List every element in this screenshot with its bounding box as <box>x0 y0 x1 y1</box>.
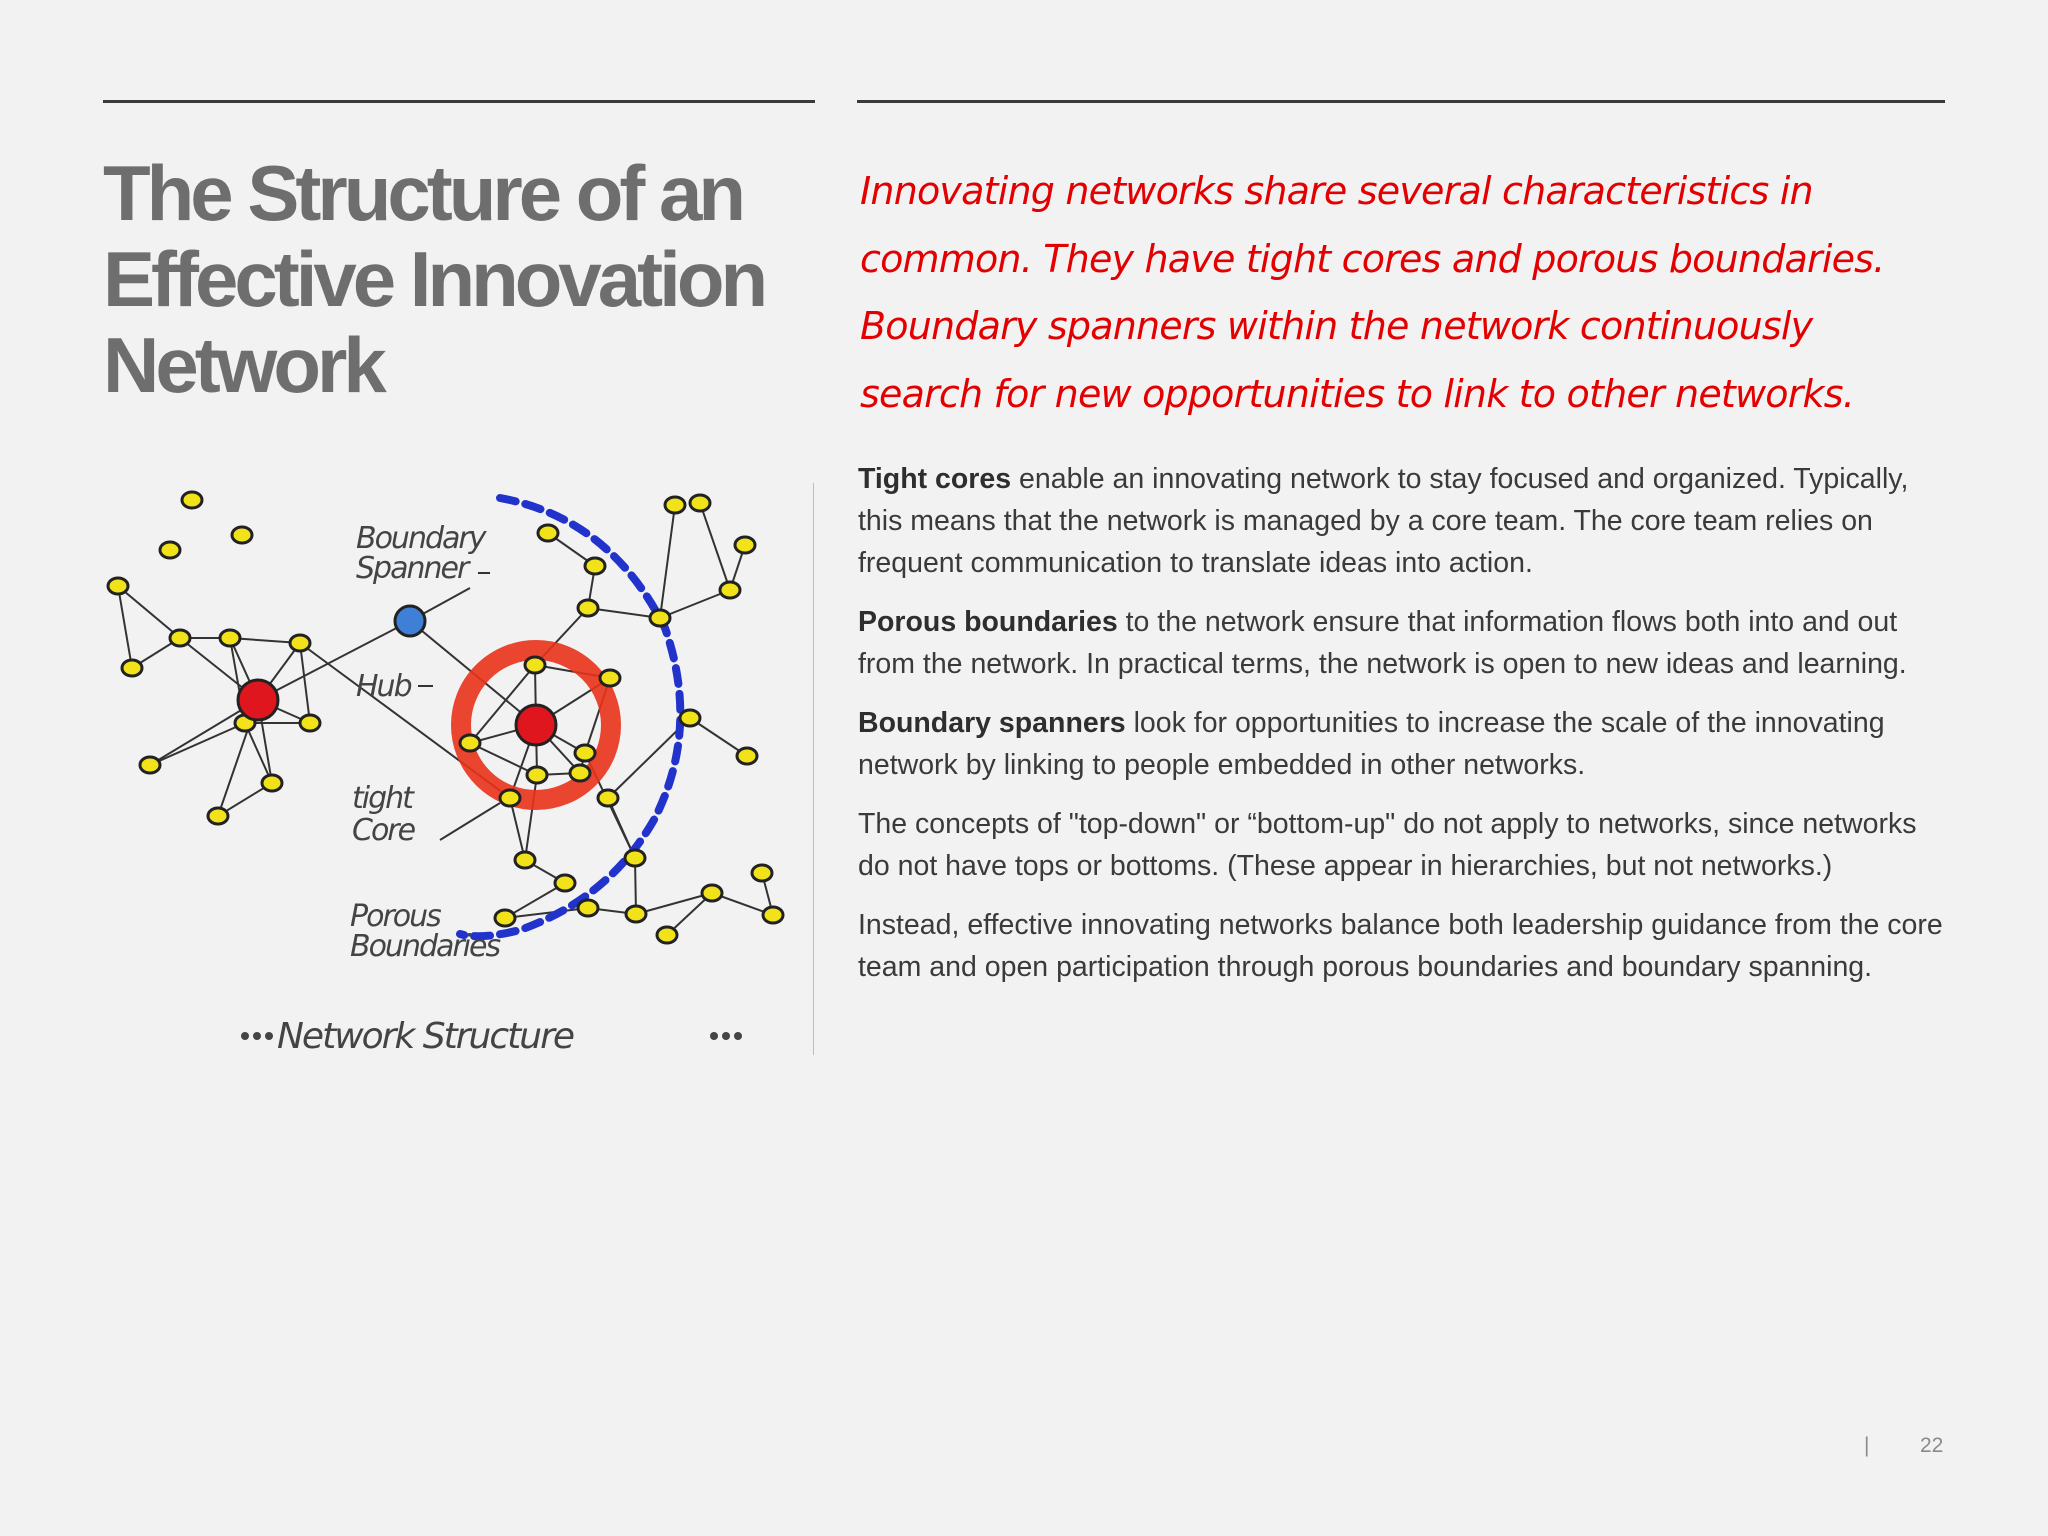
network-node <box>208 808 228 824</box>
label-porous: Porous <box>350 899 440 934</box>
title-line: Network <box>103 321 383 409</box>
hub-node-left <box>238 680 278 720</box>
caption-dot <box>265 1032 273 1040</box>
network-edge <box>150 723 245 765</box>
network-node <box>585 558 605 574</box>
paragraph-instead <box>858 904 1948 988</box>
label-boundary: Boundary <box>356 521 485 556</box>
network-node <box>702 885 722 901</box>
network-node <box>735 537 755 553</box>
network-node <box>300 715 320 731</box>
network-node <box>570 765 590 781</box>
paragraph-porous-boundaries <box>858 601 1948 685</box>
term-boundary-spanners: Boundary spanners <box>858 707 1126 739</box>
network-node <box>665 497 685 513</box>
label-hub: Hub <box>356 669 411 704</box>
title-line: The Structure of an <box>103 149 743 237</box>
network-node <box>140 757 160 773</box>
network-node <box>108 578 128 594</box>
lead-line: Innovating networks share several characteristics in <box>860 169 1813 213</box>
network-node <box>720 582 740 598</box>
network-node <box>122 660 142 676</box>
term-tight-cores: Tight cores <box>858 463 1012 495</box>
network-node <box>752 865 772 881</box>
label-boundaries: Boundaries <box>350 929 500 964</box>
network-node <box>578 900 598 916</box>
network-node <box>220 630 240 646</box>
network-node <box>575 745 595 761</box>
network-node <box>495 910 515 926</box>
top-rule-right <box>857 100 1945 103</box>
paragraph-top-down <box>858 803 1948 887</box>
network-node <box>555 875 575 891</box>
network-node <box>650 610 670 626</box>
network-node <box>500 790 520 806</box>
caption-dot <box>710 1032 718 1040</box>
network-node <box>527 767 547 783</box>
caption-dot <box>734 1032 742 1040</box>
slide-title <box>103 150 803 408</box>
paragraph-text: The concepts of "top-down" or “bottom-up" do not apply to networks, since networks do not have tops or bottoms. (These appear in hierarchies, but not networks.) <box>858 808 1917 882</box>
network-node <box>538 525 558 541</box>
caption-dot <box>722 1032 730 1040</box>
network-node <box>598 790 618 806</box>
lead-line: search for new opportunities to link to other networks. <box>860 371 1855 416</box>
paragraph-text: look for opportunities to increase the scale of the innovating network by linking to people embedded in other networks. <box>858 707 1885 781</box>
lead-statement <box>860 158 1960 428</box>
footer-separator: | <box>1864 1434 1870 1457</box>
network-node <box>657 927 677 943</box>
network-structure-diagram <box>100 478 800 1058</box>
paragraph-boundary-spanners <box>858 702 1948 786</box>
body-text <box>858 458 1948 1005</box>
paragraph-text: Instead, effective innovating networks balance both leadership guidance from the core team and open participation through porous boundaries and boundary spanning. <box>858 909 1943 983</box>
title-line: Effective Innovation <box>103 235 765 323</box>
network-node <box>262 775 282 791</box>
label-tight: tight <box>352 781 412 816</box>
network-node <box>625 850 645 866</box>
network-edge <box>118 586 180 638</box>
network-node <box>578 600 598 616</box>
caption-dot <box>241 1032 249 1040</box>
label-spanner: Spanner <box>356 551 468 586</box>
porous-boundary-arc <box>460 498 680 936</box>
network-node <box>170 630 190 646</box>
network-edge <box>300 643 310 723</box>
top-rule-left <box>103 100 815 103</box>
page-number: 22 <box>1920 1434 1944 1457</box>
network-edge <box>525 775 537 860</box>
network-node <box>232 527 252 543</box>
paragraph-text: to the network ensure that information flows both into and out from the network. In practical terms, the network is open to new ideas and learning. <box>858 606 1907 680</box>
network-node <box>460 735 480 751</box>
network-node <box>290 635 310 651</box>
network-node <box>600 670 620 686</box>
network-edge <box>660 505 675 618</box>
network-node <box>515 852 535 868</box>
network-node <box>626 906 646 922</box>
hub-node-core <box>516 705 556 745</box>
network-node <box>763 907 783 923</box>
paragraph-tight-cores <box>858 458 1948 584</box>
network-edge <box>118 586 132 668</box>
column-divider <box>813 483 814 1055</box>
network-node <box>525 657 545 673</box>
spanner-node <box>395 606 425 636</box>
term-porous-boundaries: Porous boundaries <box>858 606 1118 638</box>
paragraph-text: enable an innovating network to stay focused and organized. Typically, this means that the network is managed by a core team. The core team relies on frequent communication to translate ideas into action. <box>858 463 1909 579</box>
network-node <box>182 492 202 508</box>
lead-line: common. They have tight cores and porous boundaries. <box>860 236 1885 281</box>
network-node <box>737 748 757 764</box>
diagram-caption: Network Structure <box>277 1016 574 1057</box>
network-edge <box>700 503 730 590</box>
lead-line: Boundary spanners within the network continuously <box>860 304 1813 348</box>
network-edge <box>660 590 730 618</box>
network-node <box>680 710 700 726</box>
label-leader <box>440 803 500 840</box>
caption-dot <box>253 1032 261 1040</box>
network-node <box>690 495 710 511</box>
label-core: Core <box>352 813 415 848</box>
network-node <box>160 542 180 558</box>
